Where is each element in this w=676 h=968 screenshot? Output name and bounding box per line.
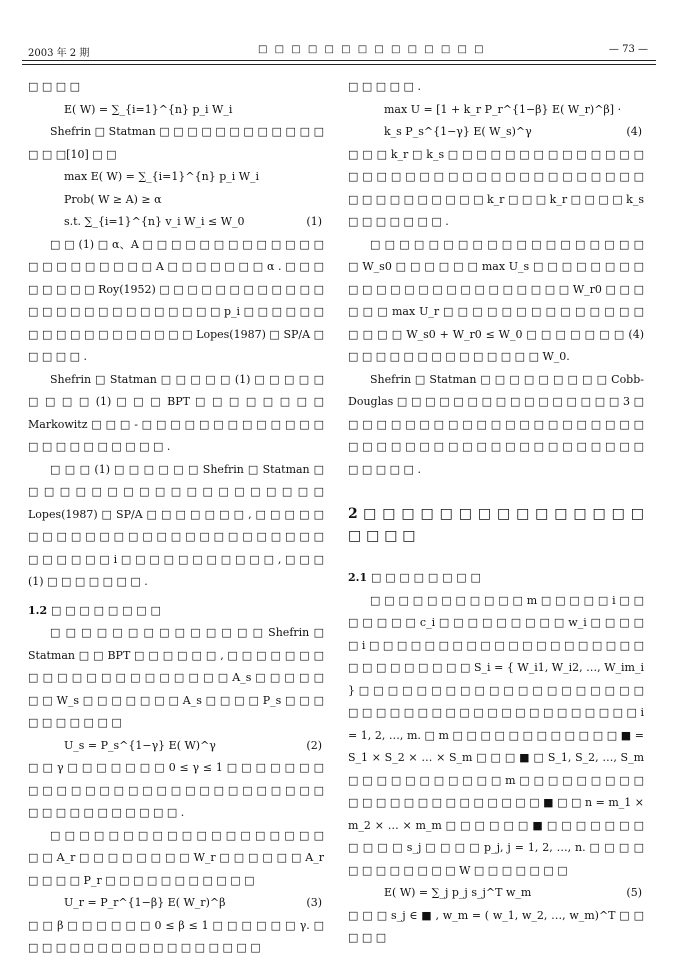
equation — [348, 882, 644, 905]
equation — [28, 99, 324, 122]
paragraph: □ □ □ □ □ □ □ □ □ □ □ □ □ □ Shefrin □ Statman □ □ BPT □ □ □ □ □ □ , □ □ □ □ □ □ □ □ □ □ □ □ □ □ □ □ □ □ □ □ □ A_s □ □ □ □ □ □ □ W_s □ □ □ □ □ □ □ A_s □ □ □ □ P_s □ □ □ □ □ □ □ □ □ □ — [28, 626, 324, 729]
paragraph: Shefrin □ Statman □ □ □ □ □ □ □ □ □ Cobb-Douglas □ □ □ □ □ □ □ □ □ □ □ □ □ □ □ □ 3 □ □ □ □ □ □ □ □ □ □ □ □ □ □ □ □ □ □ □ □ □ □ □ □ □ □ □ □ □ □ □ □ □ □ □ □ □ □ □ □ □ □ □ □ □ □ □ □ . — [348, 372, 644, 476]
paragraph: □ □ β □ □ □ □ □ □ 0 ≤ β ≤ 1 □ □ □ □ □ □ γ. □ □ □ □ □ □ □ □ □ □ □ □ □ □ □ □ □ □ — [28, 918, 324, 954]
equation-number — [322, 189, 324, 212]
section-heading: 1.2 □ □ □ □ □ □ □ □ — [28, 603, 161, 617]
equation — [28, 166, 324, 189]
equation-number — [642, 99, 644, 122]
paragraph: □ □ (1) □ α、A □ □ □ □ □ □ □ □ □ □ □ □ □ □ □ □ □ □ □ □ □ □ A □ □ □ □ □ □ □ α . □ □ □ □ □ □ □ □ Roy(1952) □ □ □ □ □ □ □ □ □ □ □ □ □ □ □ □ □ □ □ □ □ □ □ □ □ □ p_i □ □ □ □ □ □ □ □ □ □ □ □ □ □ □ □ □ □ Lopes(1987) □ SP/A □ □ □ □ □ . — [28, 237, 324, 363]
equation-number — [322, 166, 324, 189]
equation — [28, 211, 324, 234]
equation — [28, 735, 324, 758]
left-column — [28, 76, 324, 960]
equation-body: E( W) = ∑_j p_j s_j^T w_m — [384, 886, 532, 899]
equation-body: Prob( W ≥ A) ≥ α — [64, 192, 162, 206]
equation-body: U_r = P_r^{1−β} E( W_r)^β — [64, 896, 226, 909]
paragraph: □ □ □ s_j ∈ ■ , w_m = ( w_1, w_2, …, w_m)^T □ □ □ □ □ — [348, 908, 644, 944]
header-rule-thick — [22, 60, 656, 61]
paragraph: □ □ □ □ □ □ □ □ □ □ □ m □ □ □ □ □ i □ □ □ □ □ □ □ c_i □ □ □ □ □ □ □ □ □ w_i □ □ □ □ □ i □ □ □ □ □ □ □ □ □ □ □ □ □ □ □ □ □ □ □ □ □ □ □ □ □ □ □ □ □ S_i = { W_i1, W_i2, …, W_im_i } □ □ □ □ □ □ □ □ □ □ □ □ □ □ □ □ □ □ □ □ □ □ □ □ □ □ □ □ □ □ □ □ □ □ □ □ □ □ □ □ □ i = 1, 2, …, m. □ m □ □ □ □ □ □ □ □ □ □ □ □ ■ = S_1 × S_2 × … × S_m □ □ □ ■ □ S_1, S_2, …, S_m □ □ □ □ □ □ □ □ □ □ □ m □ □ □ □ □ □ □ □ □ □ □ □ □ □ □ □ □ □ □ □ □ □ □ ■ □ □ n = m_1 × m_2 × … × m_m □ □ □ □ □ □ ■ □ □ □ □ □ □ □ □ □ □ □ s_j □ □ □ □ p_j, j = 1, 2, …, n. □ □ □ □ □ □ □ □ □ □ □ □ W □ □ □ □ □ □ □ — [348, 593, 644, 877]
paragraph: □ □ □ □ — [28, 80, 81, 93]
equation-number: (4) — [626, 125, 642, 138]
paragraph: □ □ □ k_r □ k_s □ □ □ □ □ □ □ □ □ □ □ □ □ □ □ □ □ □ □ □ □ □ □ □ □ □ □ □ □ □ □ □ □ □ □ □ □ □ □ □ □ □ □ □ □ k_r □ □ □ k_r □ □ □ □ k_s □ □ □ □ □ □ □ . — [348, 147, 644, 228]
running-header — [28, 44, 648, 60]
equation-body: E( W) = ∑_{i=1}^{n} p_i W_i — [64, 102, 233, 116]
equation-body: s.t. ∑_{i=1}^{n} v_i W_i ≤ W_0 — [64, 215, 245, 228]
paragraph: □ □ □ □ □ . — [348, 80, 421, 93]
equation-number: (2) — [306, 738, 322, 752]
paragraph: Shefrin □ Statman □ □ □ □ □ □ □ □ □ □ □ □ □ □ □[10] □ □ — [28, 125, 324, 161]
header-rule-thin — [22, 64, 656, 65]
equation-number: (1) — [306, 215, 322, 228]
equation-body: k_s P_s^{1−γ} E( W_s)^γ — [384, 125, 532, 138]
section-heading: 2 □ □ □ □ □ □ □ □ □ □ □ □ □ □ □ □ □ □ □ — [348, 506, 644, 544]
header-journal-title: □ □ □ □ □ □ □ □ □ □ □ □ □ □ — [258, 44, 486, 55]
paragraph: Shefrin □ Statman □ □ □ □ □ (1) □ □ □ □ □ □ □ □ □ (1) □ □ □ BPT □ □ □ □ □ □ □ □ Markowitz □ □ □ - □ □ □ □ □ □ □ □ □ □ □ □ □ □ □ □ □ □ □ □ □ □ □ . — [28, 372, 324, 453]
equation-body: U_s = P_s^{1−γ} E( W)^γ — [64, 738, 216, 752]
paragraph: □ □ γ □ □ □ □ □ □ □ 0 ≤ γ ≤ 1 □ □ □ □ □ □ □ □ □ □ □ □ □ □ □ □ □ □ □ □ □ □ □ □ □ □ □ □ □ □ □ □ □ □ □ □ □ □ □ . — [28, 761, 324, 819]
paragraph: □ □ □ (1) □ □ □ □ □ □ Shefrin □ Statman □ □ □ □ □ □ □ □ □ □ □ □ □ □ □ □ □ □ □ □ Lopes(1987) □ SP/A □ □ □ □ □ □ □ , □ □ □ □ □ □ □ □ □ □ □ □ □ □ □ □ □ □ □ □ □ □ □ □ □ □ □ □ □ □ □ □ i □ □ □ □ □ □ □ □ □ □ □ , □ □ □ (1) □ □ □ □ □ □ □ . — [28, 462, 324, 588]
equation — [348, 121, 644, 144]
paragraph: □ □ □ □ □ □ □ □ □ □ □ □ □ □ □ □ □ □ □ □ W_s0 □ □ □ □ □ □ max U_s □ □ □ □ □ □ □ □ □ □ □ □ □ □ □ □ □ □ □ □ □ □ □ □ W_r0 □ □ □ □ □ □ max U_r □ □ □ □ □ □ □ □ □ □ □ □ □ □ □ □ □ □ W_s0 + W_r0 ≤ W_0 □ □ □ □ □ □ □ (4) □ □ □ □ □ □ □ □ □ □ □ □ □ □ W_0. — [348, 237, 644, 363]
equation-body: max E( W) = ∑_{i=1}^{n} p_i W_i — [64, 170, 260, 183]
equation — [28, 189, 324, 212]
paragraph: □ □ □ □ □ □ □ □ □ □ □ □ □ □ □ □ □ □ □ □ □ A_r □ □ □ □ □ □ □ □ W_r □ □ □ □ □ □ A_r □ □ □ □ P_r □ □ □ □ □ □ □ □ □ □ □ — [28, 828, 324, 887]
equation — [28, 892, 324, 915]
equation-number: (5) — [626, 886, 642, 899]
equation — [348, 99, 644, 122]
section-heading: 2.1 □ □ □ □ □ □ □ □ — [348, 571, 481, 584]
right-column — [348, 76, 644, 950]
equation-number — [322, 99, 324, 122]
header-page-number: — 73 — — [608, 44, 648, 55]
header-issue: 2003 年 2 期 — [28, 48, 90, 59]
equation-number: (3) — [306, 896, 322, 909]
equation-body: max U = [1 + k_r P_r^{1−β} E( W_r)^β] · — [384, 102, 622, 116]
